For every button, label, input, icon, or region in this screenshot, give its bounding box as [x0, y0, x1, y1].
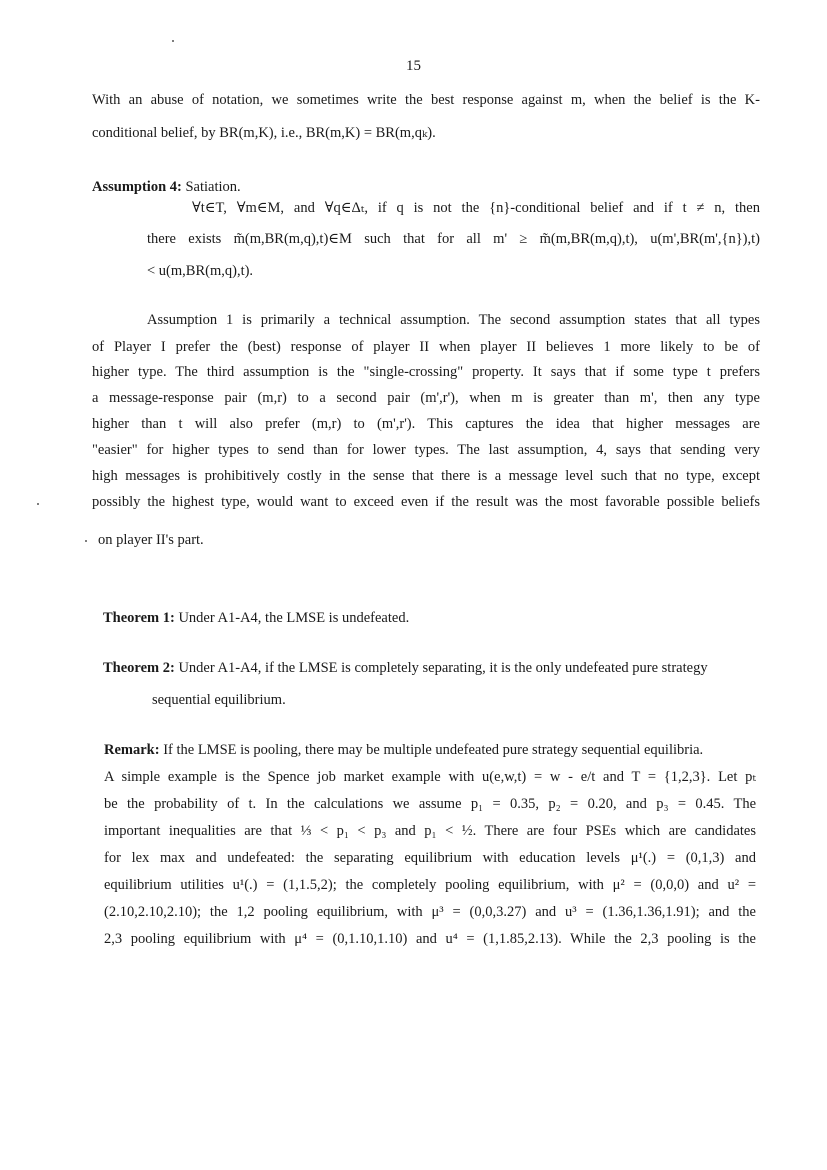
assumption-4-heading [92, 177, 760, 197]
assumption-4-label: Assumption 4: [92, 179, 182, 195]
discussion-line-7: high messages is prohibitively costly in the sense that there is a message level such that no type, except [92, 468, 760, 484]
remark-line-2: be the probability of t. In the calculations we assume p₁ = 0.35, p₂ = 0.20, and p₃ = 0.45. The [104, 796, 756, 812]
discussion-line-1: Assumption 1 is primarily a technical assumption. The second assumption states that all types [147, 312, 760, 328]
assumption-4-line-2: there exists m̃(m,BR(m,q),t)∈M such that for all m' ≥ m̃(m,BR(m,q),t), u(m',BR(m',{n}),t) [147, 231, 760, 247]
discussion-line-4: a message-response pair (m,r) to a second pair (m',r'), when m is greater than m', then any type [92, 390, 760, 406]
theorem-2 [103, 658, 755, 678]
remark-line-1: A simple example is the Spence job market example with u(e,w,t) = w - e/t and T = {1,2,3}. Let pₜ [104, 769, 756, 785]
theorem-1 [103, 608, 771, 628]
discussion-line-8: possibly the highest type, would want to exceed even if the result was the most favorable possible beliefs [92, 494, 760, 510]
remark-first-line [104, 740, 756, 760]
notation-line-1: With an abuse of notation, we sometimes write the best response against m, when the belief is the K- [92, 92, 760, 108]
discussion-line-9: on player II's part. [98, 532, 204, 548]
theorem-1-label: Theorem 1: [103, 610, 175, 626]
theorem-1-text: Under A1-A4, the LMSE is undefeated. [178, 610, 410, 626]
remark-line-5: equilibrium utilities u¹(.) = (1,1.5,2); the completely pooling equilibrium, with μ² = (0,0,0) and u² = [104, 877, 756, 893]
discussion-line-2: of Player I prefer the (best) response of player II when player II believes 1 more likely to be of [92, 339, 760, 355]
remark-label: Remark: [104, 742, 160, 758]
scan-speck [85, 540, 87, 542]
discussion-line-6: "easier" for higher types to send than for lower types. The last assumption, 4, says that sending very [92, 442, 760, 458]
scan-speck [37, 503, 39, 505]
page-number: 15 [406, 58, 421, 74]
remark-first-text: If the LMSE is pooling, there may be multiple undefeated pure strategy sequential equilibria. [163, 742, 704, 758]
remark-line-4: for lex max and undefeated: the separating equilibrium with education levels μ¹(.) = (0,1,3) and [104, 850, 756, 866]
remark-line-3: important inequalities are that ⅓ < p₁ < p₃ and p₁ < ½. There are four PSEs which are candidates [104, 823, 756, 839]
discussion-line-5: higher than t will also prefer (m,r) to (m',r'). This captures the idea that higher messages are [92, 416, 760, 432]
assumption-4-line-3: < u(m,BR(m,q),t). [147, 263, 254, 279]
assumption-4-title: Satiation. [185, 179, 241, 195]
notation-line-2: conditional belief, by BR(m,K), i.e., BR(m,K) = BR(m,qₖ). [92, 125, 436, 141]
scan-speck [172, 40, 174, 42]
theorem-2-label: Theorem 2: [103, 660, 175, 676]
discussion-line-3: higher type. The third assumption is the "single-crossing" property. It says that if some type t prefers [92, 364, 760, 380]
remark-line-7: 2,3 pooling equilibrium with μ⁴ = (0,1.10,1.10) and u⁴ = (1,1.85,2.13). While the 2,3 pooling is the [104, 931, 756, 947]
theorem-2-continuation: sequential equilibrium. [152, 692, 286, 708]
remark-line-6: (2.10,2.10,2.10); the 1,2 pooling equilibrium, with μ³ = (0,0,3.27) and u³ = (1.36,1.36,1.91); and the [104, 904, 756, 920]
theorem-2-text: Under A1-A4, if the LMSE is completely separating, it is the only undefeated pure strategy [178, 660, 708, 676]
assumption-4-line-1: ∀t∈T, ∀m∈M, and ∀q∈Δₜ, if q is not the {n}-conditional belief and if t ≠ n, then [192, 200, 760, 216]
